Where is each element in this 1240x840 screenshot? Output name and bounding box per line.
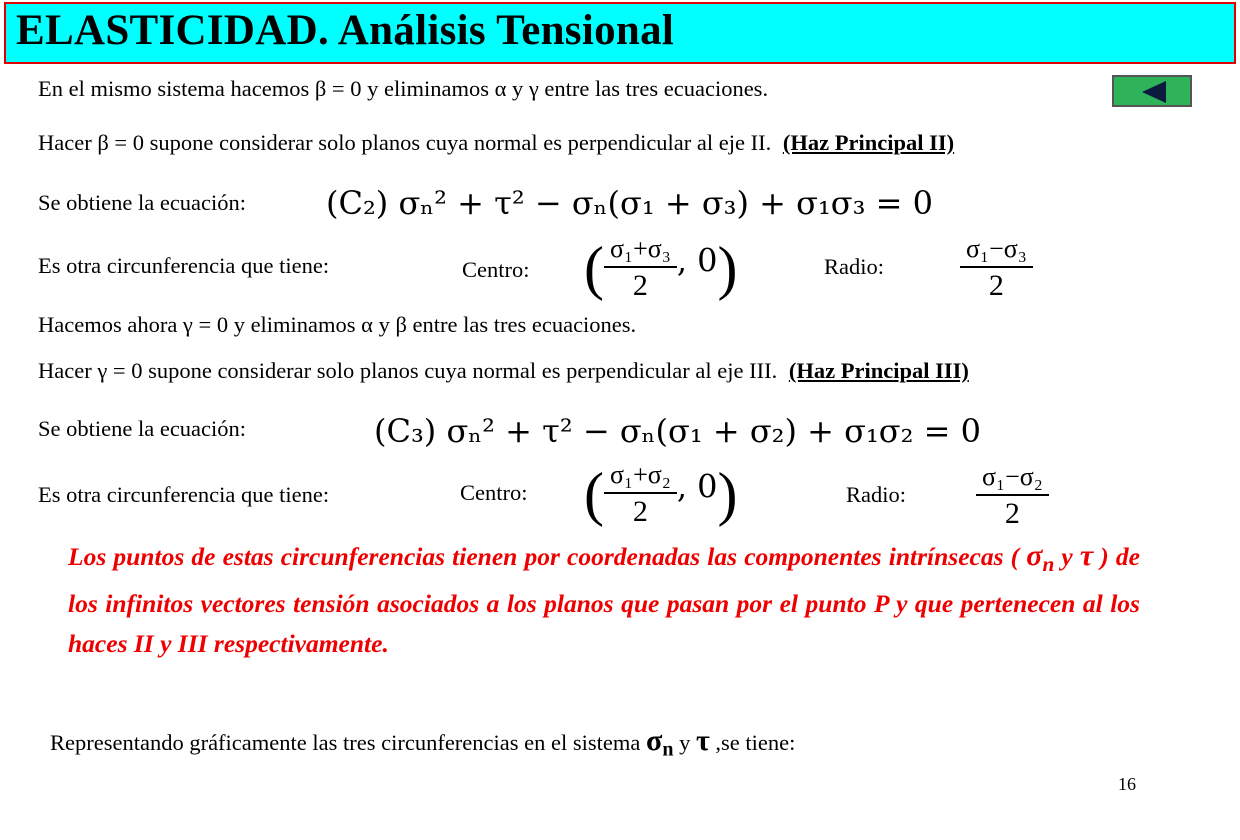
section3-radio-fraction: $\frac{\text{σ₁−σ₂}}{2}$ (976, 460, 1049, 532)
section2-haz-heading: (Haz Principal II) (782, 130, 955, 155)
tau-symbol: τ (1079, 539, 1094, 572)
section3-centro-value: ( $\frac{\text{σ₁+σ₂}}{2}$ , 0) (584, 460, 738, 528)
summary-tau-symbol: τ (695, 724, 710, 757)
highlight-note: Los puntos de estas circunferencias tienen por coordenadas las componentes intrínsecas ( $\sigma_n$ y τ ) de los infinitos vectores tensión asociados a los planos que pasan por el punto P y que pertenecen al los haces II y III respectivamente. (68, 539, 1140, 659)
section3-se-obtiene: Se obtiene la ecuación: (38, 416, 247, 441)
section2-hacer (38, 130, 954, 156)
section2-se-obtiene: Se obtiene la ecuación: (38, 190, 247, 215)
section2-centro-value: ( $\frac{\text{σ₁+σ₃}}{2}$ , 0) (584, 234, 738, 302)
section3-radio-label: Radio: (846, 482, 906, 507)
summary-line: Representando gráficamente las tres circunferencias en el sistema $\sigma_n$ y τ ,se tiene: (50, 724, 796, 761)
sigma-symbol: σ (1026, 539, 1043, 572)
section2-hacer-text: Hacer β = 0 supone considerar solo planos cuya normal es perpendicular al eje II. (38, 130, 772, 155)
section3-centro-fraction: $\frac{\text{σ₁+σ₂}}{2}$ (604, 458, 677, 530)
section3-es-otra: Es otra circunferencia que tiene: (38, 482, 330, 507)
section2-equation: (C₂) σₙ² + τ² − σₙ(σ₁ + σ₃) + σ₁σ₃ = 0 (326, 184, 933, 222)
back-button[interactable] (1112, 75, 1192, 107)
section3-hacer (38, 358, 969, 384)
section2-intro: En el mismo sistema hacemos β = 0 y eliminamos α y γ entre las tres ecuaciones. (38, 76, 769, 101)
left-triangle-icon (1142, 81, 1166, 103)
section2-es-otra: Es otra circunferencia que tiene: (38, 253, 330, 278)
summary-sigma-symbol: σ (645, 724, 663, 757)
section2-radio-fraction: $\frac{\text{σ₁−σ₃}}{2}$ (960, 232, 1033, 304)
section3-hacer-text: Hacer γ = 0 supone considerar solo planos cuya normal es perpendicular al eje III. (38, 358, 778, 383)
section2-centro-fraction: $\frac{\text{σ₁+σ₃}}{2}$ (604, 232, 677, 304)
section3-equation: (C₃) σₙ² + τ² − σₙ(σ₁ + σ₂) + σ₁σ₂ = 0 (374, 412, 981, 450)
page-number: 16 (1118, 774, 1136, 794)
section2-radio-label: Radio: (824, 254, 884, 279)
section3-centro-label: Centro: (460, 480, 528, 505)
section3-intro: Hacemos ahora γ = 0 y eliminamos α y β entre las tres ecuaciones. (38, 312, 637, 337)
section3-haz-heading: (Haz Principal III) (788, 358, 969, 383)
page-title: ELASTICIDAD. Análisis Tensional (16, 7, 675, 54)
section2-centro-label: Centro: (462, 257, 530, 282)
